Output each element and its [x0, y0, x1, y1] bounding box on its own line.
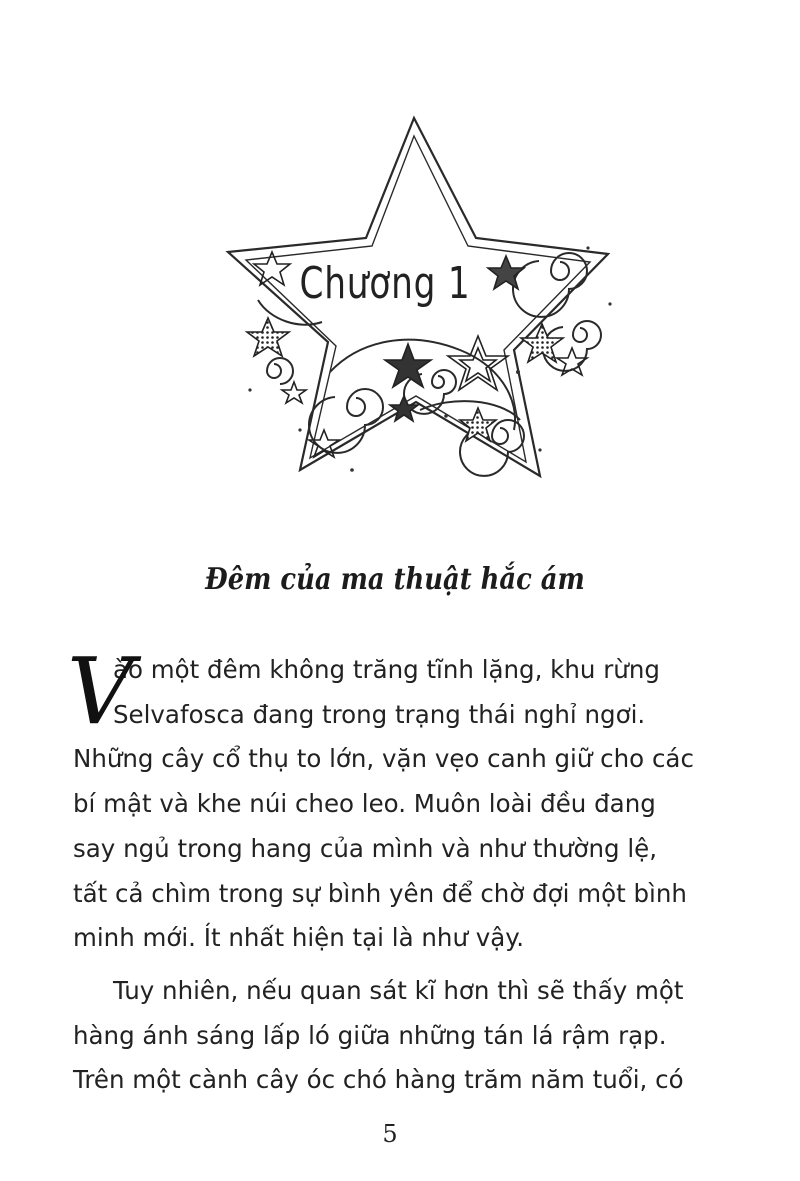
text-line: say ngủ trong hang của mình và như thường lệ,	[73, 833, 658, 863]
drop-cap: V	[67, 638, 134, 745]
text-line: ào một đêm không trăng tĩnh lặng, khu rừng	[113, 655, 660, 684]
paragraph-1	[73, 648, 713, 961]
body-text	[67, 638, 713, 1103]
text-line: tất cả chìm trong sự bình yên để chờ đợi một bình	[73, 878, 687, 908]
paragraph-2	[73, 969, 713, 1103]
text-line: Những cây cổ thụ to lớn, vặn vẹo canh giữ cho các	[73, 744, 694, 774]
text-line: Selvafosca đang trong trạng thái nghỉ ngơi.	[113, 699, 646, 729]
text-line: bí mật và khe núi cheo leo. Muôn loài đều đang	[73, 789, 656, 819]
page-number: 5	[382, 1120, 398, 1148]
chapter-subtitle: Đêm của ma thuật hắc ám	[205, 562, 585, 597]
text-line: Tuy nhiên, nếu quan sát kĩ hơn thì sẽ thấy một	[113, 975, 684, 1005]
text-line: Trên một cành cây óc chó hàng trăm năm tuổi, có	[73, 1065, 684, 1095]
chapter-title: Chương 1	[299, 258, 471, 309]
text-line: minh mới. Ít nhất hiện tại là như vậy.	[73, 923, 525, 953]
text-line: hàng ánh sáng lấp ló giữa những tán lá rậm rạp.	[73, 1020, 667, 1050]
